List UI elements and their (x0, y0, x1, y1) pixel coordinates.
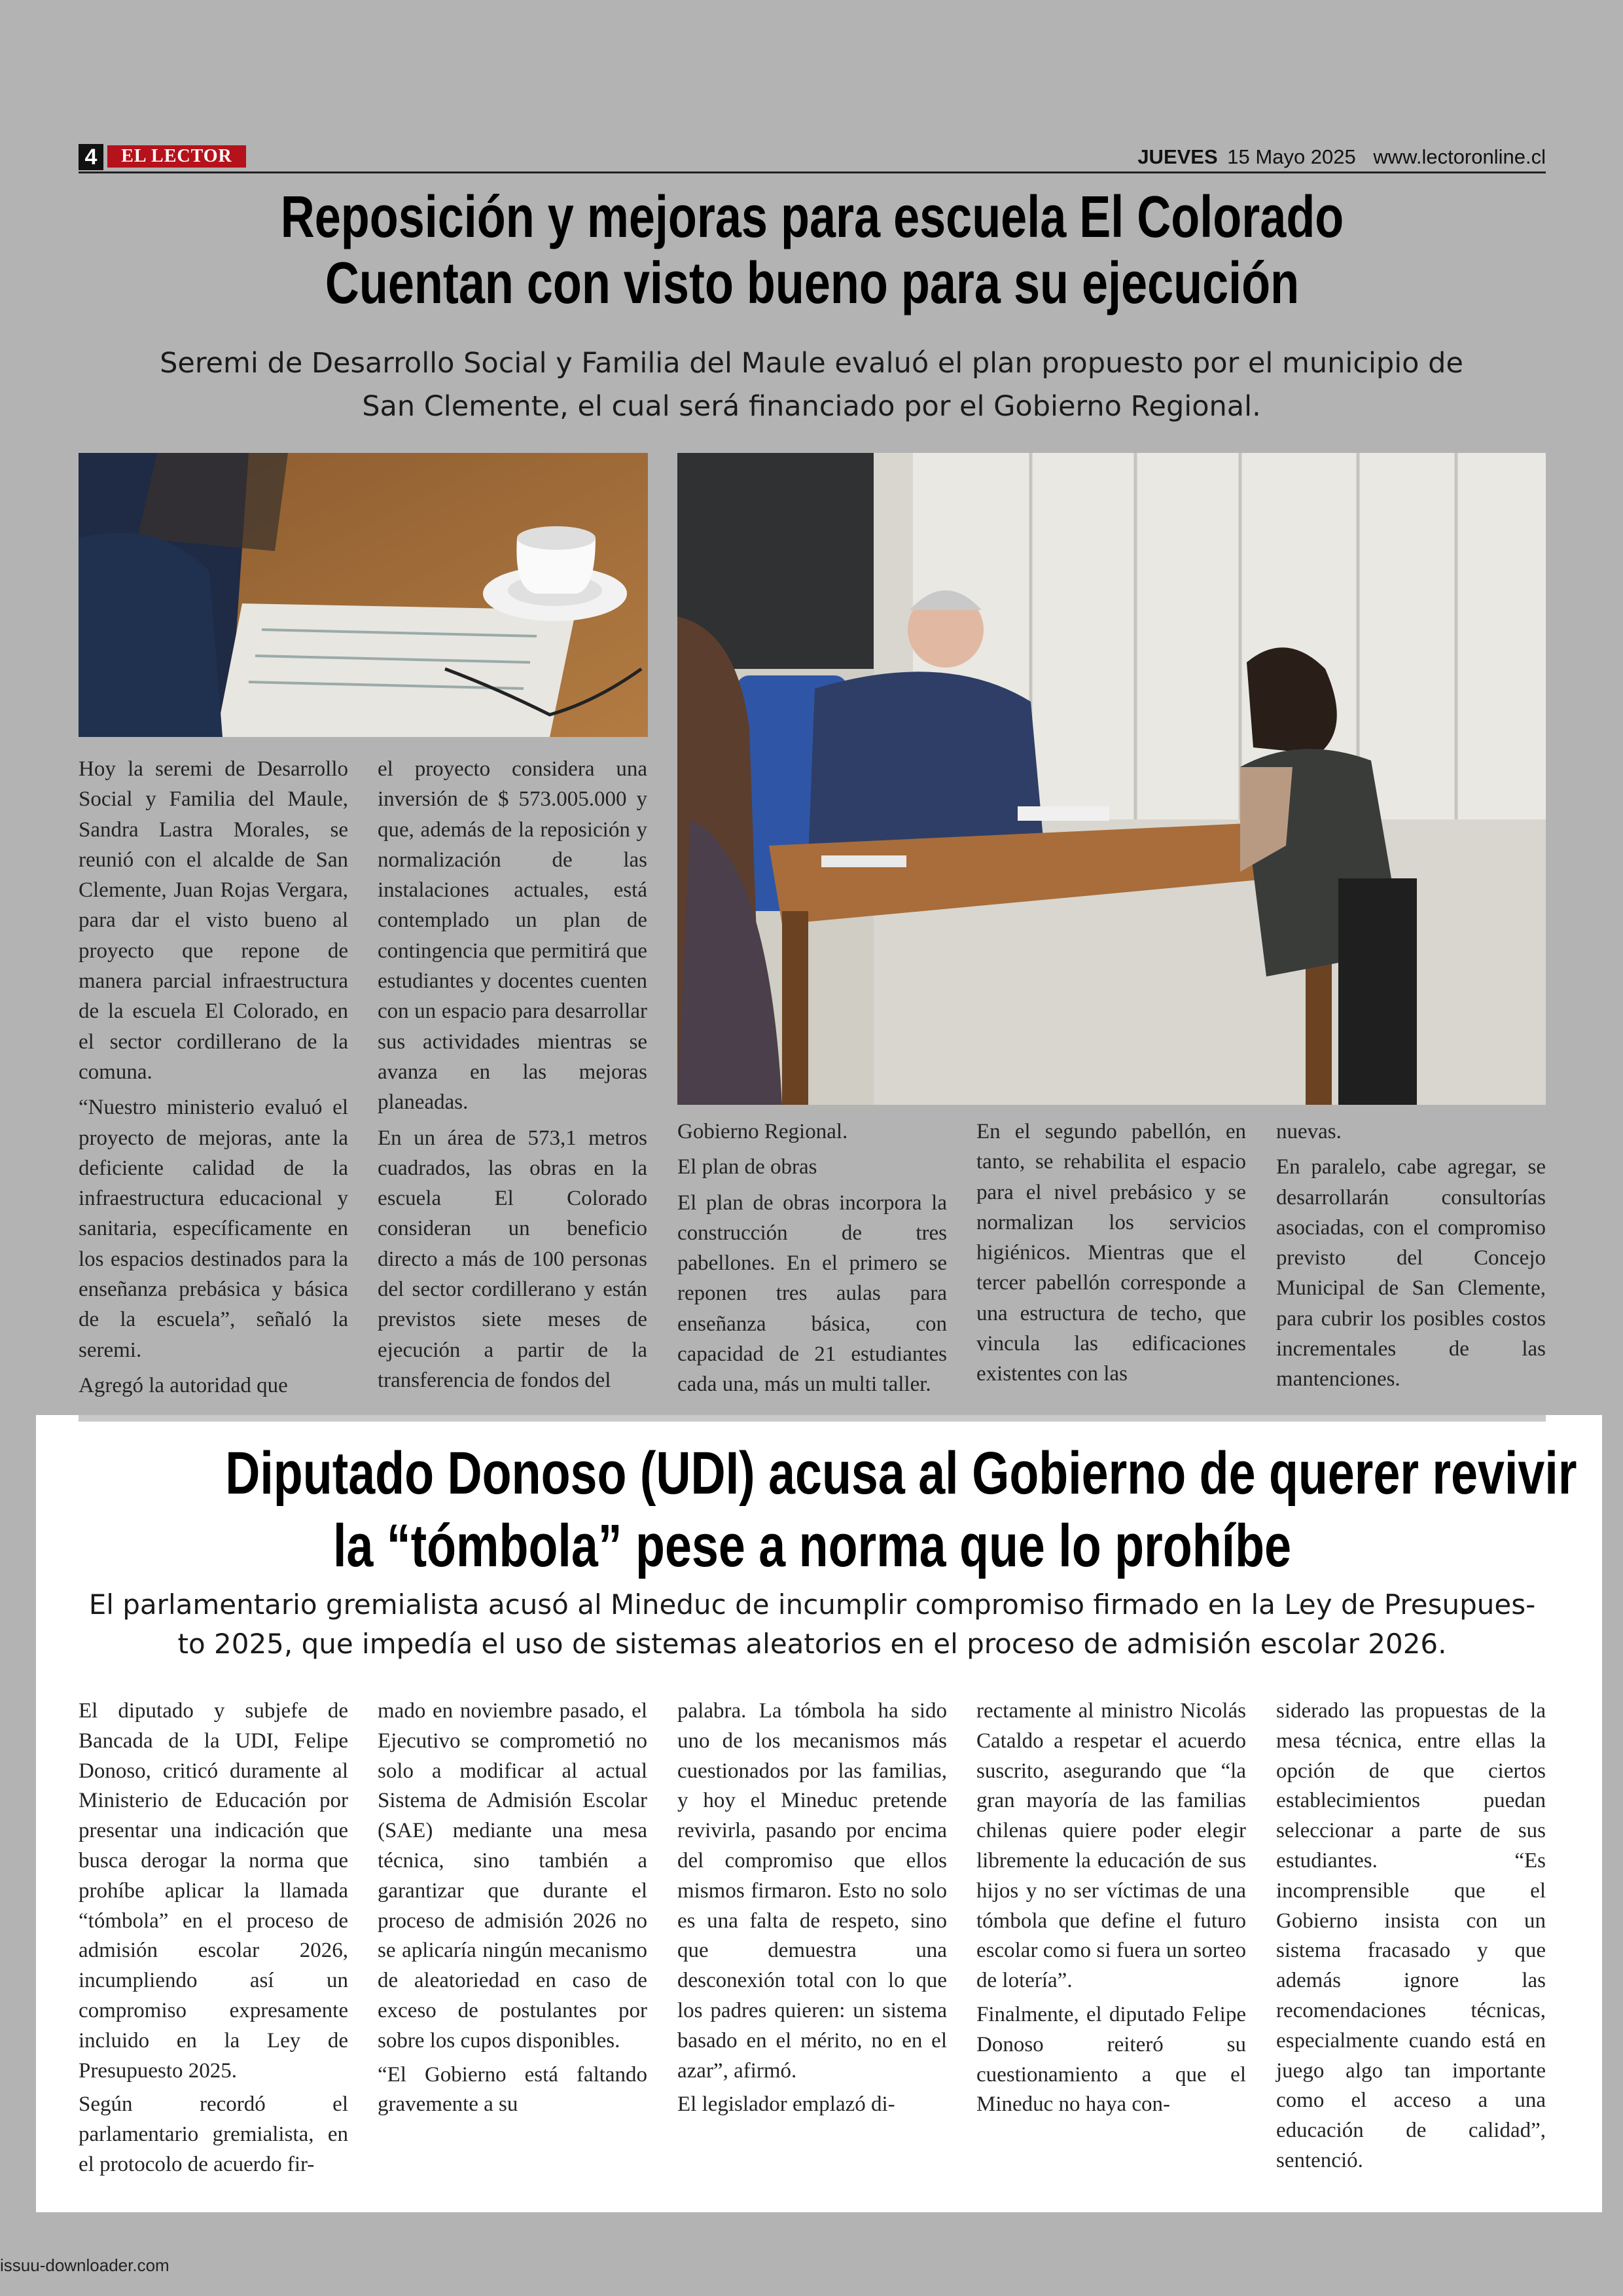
article1-column-1 (79, 754, 348, 1406)
article2-headline-line2: la “tómbola” pese a norma que lo prohíbe (332, 1513, 1292, 1579)
article2-deck-line1: El parlamentario gremialista acusó al Mineduc de incumplir compromiso firmado en la Ley de Presupues- (88, 1588, 1536, 1621)
article2-paragraph: siderado las propuestas de la mesa técnica, entre ellas la opción de que ciertos establecimientos puedan seleccionar a parte de sus estudiantes. “Es incomprensible que el Gobierno insista con un sistema fracasado y que además ignore las recomendaciones técnicas, especialmente cuando está en juego algo tan importante como el acceso a una educación de calidad”, sentenció. (1276, 1699, 1546, 2172)
article1-column-3 (677, 1117, 947, 1405)
article1-column-4 (976, 1117, 1246, 1395)
article2-paragraph: Según recordó el parlamentario gremialista, en el protocolo de acuerdo fir- (79, 2092, 348, 2176)
article1-paragraph: En paralelo, cabe agregar, se desarrollarán consultorías asociadas, con el compromiso previsto del Concejo Municipal de San Clemente, para cubrir los posibles costos incrementales de las mantenciones. (1276, 1155, 1546, 1391)
article2-deck-line2: to 2025, que impedía el uso de sistemas aleatorios en el proceso de admisión escolar 2026. (177, 1628, 1447, 1660)
article2-deck (79, 1585, 1546, 1664)
article2-column-5 (1276, 1696, 1546, 2180)
article2-column-4 (976, 1696, 1246, 2124)
page-header (79, 144, 1546, 170)
header-website: www.lectoronline.cl (1373, 145, 1546, 168)
article1-paragraph: En un área de 573,1 metros cuadrados, las obras en la escuela El Colorado consideran un beneficio directo a más de 100 personas del sector cordillerano y están previstos siete meses de ejecución a partir de la transferencia de fondos del (378, 1126, 647, 1392)
header-dateline (1137, 144, 1546, 170)
article1-paragraph: El plan de obras incorpora la construcción de tres pabellones. En el primero se reponen tres aulas para enseñanza básica, con capacidad de 21 estudiantes cada una, más un multi taller. (677, 1191, 947, 1397)
article2-paragraph: palabra. La tómbola ha sido uno de los mecanismos más cuestionados por las familias, y hoy el Mineduc pretende revivirla, pasando por encima del compromiso que ellos mismos firmaron. Esto no solo es una falta de respeto, sino que demuestra una desconexión total con lo que los padres quieren: un sistema basado en el mérito, no en el azar”, afirmó. (677, 1699, 947, 2083)
article1-deck (118, 342, 1505, 428)
article1-subheading: El plan de obras (677, 1155, 817, 1179)
article2-headline (225, 1437, 1577, 1583)
article2-paragraph: El legislador emplazó di- (677, 2092, 895, 2117)
newspaper-logo: EL LECTOR (107, 145, 246, 168)
article2-top-rule (79, 1415, 1546, 1422)
article2-paragraph: mado en noviembre pasado, el Ejecutivo se comprometió no solo a modificar al actual Sistema de Admisión Escolar (SAE) mediante una mesa técnica, sino también a garantizar que durante el proceso de admisión 2026 no se aplicaría ningún mecanismo de aleatoriedad en caso de exceso de postulantes por sobre los cupos disponibles. (378, 1699, 647, 2053)
article1-headline (225, 185, 1399, 317)
article2-paragraph: rectamente al ministro Nicolás Cataldo a respetar el acuerdo suscrito, asegurando que “la gran mayoría de las familias chilenas quiere poder elegir libremente la educación de sus hijos y no ser víctimas de una tómbola que define el futuro escolar como si fuera un sorteo de lotería”. (976, 1699, 1246, 1993)
article2-paragraph: Finalmente, el diputado Felipe Donoso reiteró su cuestionamiento a que el Mineduc no haya con- (976, 2002, 1246, 2117)
watermark-text: issuu-downloader.com (0, 2255, 169, 2275)
article1-paragraph: nuevas. (1276, 1120, 1342, 1143)
article1-column-2 (378, 754, 647, 1401)
article1-deck-line2: San Clemente, el cual será financiado por el Gobierno Regional. (362, 390, 1261, 423)
article1-paragraph: Gobierno Regional. (677, 1120, 848, 1143)
photo-meeting (677, 453, 1546, 1105)
article1-paragraph: Agregó la autoridad que (79, 1373, 288, 1397)
article2-paragraph: El diputado y subjefe de Bancada de la UDI, Felipe Donoso, criticó duramente al Ministerio de Educación por presentar una indicación que busca derogar la norma que prohíbe aplicar la llamada “tómbola” en el proceso de admisión escolar 2026, incumpliendo así un compromiso expresamente incluido en la Ley de Presupuesto 2025. (79, 1699, 348, 2083)
article1-headline-line1: Reposición y mejoras para escuela El Colorado (280, 185, 1344, 250)
article2-headline-line1: Diputado Donoso (UDI) acusa al Gobierno de querer revivir (225, 1440, 1577, 1507)
photo-table-cup (79, 453, 648, 737)
article1-paragraph: Hoy la seremi de Desarrollo Social y Familia del Maule, Sandra Lastra Morales, se reunió con el alcalde de San Clemente, Juan Rojas Vergara, para dar el visto bueno al proyecto que repone de manera parcial infraestructura de la escuela El Colorado, en el sector cordillerano de la comuna. (79, 757, 348, 1084)
article1-deck-line1: Seremi de Desarrollo Social y Familia del Maule evaluó el plan propuesto por el municipio de (160, 347, 1463, 380)
article2-column-3 (677, 1696, 947, 2124)
page-number: 4 (79, 144, 103, 170)
article2-paragraph: “El Gobierno está faltando gravemente a su (378, 2062, 647, 2117)
article1-headline-line2: Cuentan con visto bueno para su ejecución (325, 251, 1300, 316)
article2-column-2 (378, 1696, 647, 2124)
article1-paragraph: el proyecto considera una inversión de $ 573.005.000 y que, además de la reposición y normalización de las instalaciones actuales, está contemplado un plan de contingencia que permitirá que estudiantes y docentes cuenten con un espacio para desarrollar sus actividades mientras se avanza en las mejoras planeadas. (378, 757, 647, 1115)
header-day: JUEVES (1137, 145, 1218, 168)
header-date: 15 Mayo 2025 (1227, 145, 1356, 168)
header-rule (79, 171, 1546, 173)
article2-column-1 (79, 1696, 348, 2184)
article1-paragraph: En el segundo pabellón, en tanto, se rehabilita el espacio para el nivel prebásico y se normalizan los servicios higiénicos. Mientras que el tercer pabellón corresponde a una estructura de techo, que vincula las edificaciones existentes con las (976, 1120, 1246, 1386)
article1-paragraph: “Nuestro ministerio evaluó el proyecto de mejoras, ante la deficiente calidad de la infraestructura educacional y sanitaria, específicamente en los espacios destinados para la enseñanza prebásica y básica de la escuela”, señaló la seremi. (79, 1096, 348, 1362)
article1-column-5 (1276, 1117, 1546, 1400)
